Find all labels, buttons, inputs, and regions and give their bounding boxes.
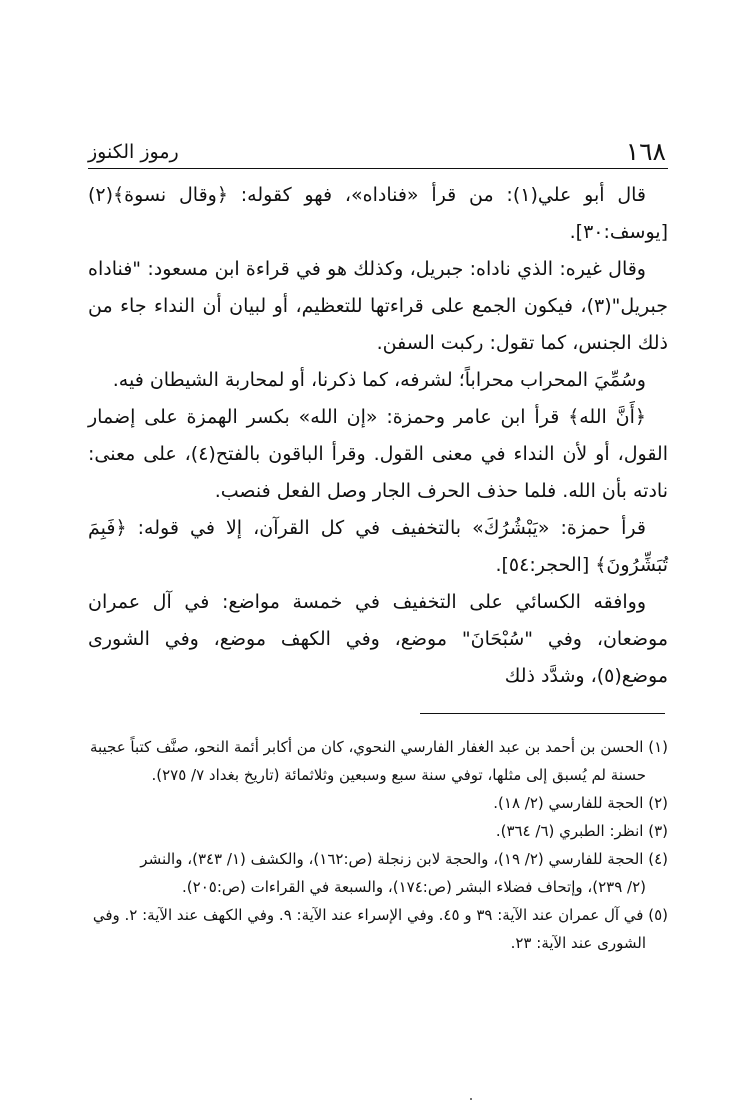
footnote: (١) الحسن بن أحمد بن عبد الغفار الفارسي النحوي، كان من أكابر أئمة النحو، صنَّف كتباً عجيبة: [89, 738, 668, 756]
paragraph: وسُمِّيَ المحراب محراباً؛ لشرفه، كما ذكرنا، أو لمحاربة الشيطان فيه.: [112, 369, 646, 391]
footnote-separator: [420, 713, 665, 714]
main-text: [88, 177, 668, 695]
paragraph: ووافقه الكسائي على التخفيف في خمسة مواضع: في آل عمران موضعان، وفي "سُبْحَانَ" موضع، وفي الكهف موضع، وفي الشورى موضع(٥)، وشدَّد ذلك: [88, 591, 668, 687]
running-header: [88, 137, 666, 167]
footnote-continuation: (٢/ ٢٣٩)، وإتحاف فضلاء البشر (ص:١٧٤)، والسبعة في القراءات (ص:٢٠٥).: [182, 878, 646, 896]
footnote: (٤) الحجة للفارسي (٢/ ١٩)، والحجة لابن زنجلة (ص:١٦٢)، والكشف (١/ ٣٤٣)، والنشر: [140, 850, 668, 868]
book-title: رموز الكنوز: [88, 141, 179, 163]
paragraph: قال أبو علي(١): من قرأ «فناداه»، فهو كقوله: ﴿وقال نسوة﴾(٢) [يوسف:٣٠].: [88, 184, 668, 243]
footnote-continuation: الشورى عند الآية: ٢٣.: [510, 934, 646, 952]
footnote: (٣) انظر: الطبري (٦/ ٣٦٤).: [495, 822, 668, 840]
footnotes: [88, 733, 668, 957]
header-rule: [88, 168, 668, 169]
paragraph: قرأ حمزة: «يَبْشُرُكَ» بالتخفيف في كل القرآن، إلا في قوله: ﴿فَبِمَ تُبَشِّرُونَ﴾ [الحجر:٥٤].: [88, 517, 668, 576]
footnote: (٢) الحجة للفارسي (٢/ ١٨).: [493, 794, 668, 812]
paragraph: ﴿أَنَّ الله﴾ قرأ ابن عامر وحمزة: «إن الله» بكسر الهمزة على إضمار القول، أو لأن النداء في معنى القول. وقرأ الباقون بالفتح(٤)، على معنى: نادته بأن الله. فلما حذف الحرف الجار وصل الفعل فنصب.: [88, 406, 669, 502]
paragraph: وقال غيره: الذي ناداه: جبريل، وكذلك هو في قراءة ابن مسعود: "فناداه جبريل"(٣)، فيكون الجمع على قراءتها للتعظيم، أو لبيان أن النداء جاء من ذلك الجنس، كما تقول: ركبت السفن.: [88, 258, 668, 354]
footnote-continuation: حسنة لم يُسبق إلى مثلها، توفي سنة سبع وسبعين وثلاثمائة (تاريخ بغداد ٧/ ٢٧٥).: [151, 766, 646, 784]
page-number: ١٦٨: [625, 137, 666, 166]
footnote: (٥) في آل عمران عند الآية: ٣٩ و ٤٥. وفي الإسراء عند الآية: ٩. وفي الكهف عند الآية: ٢. وفي: [92, 906, 668, 924]
scan-speck: [470, 1098, 472, 1100]
